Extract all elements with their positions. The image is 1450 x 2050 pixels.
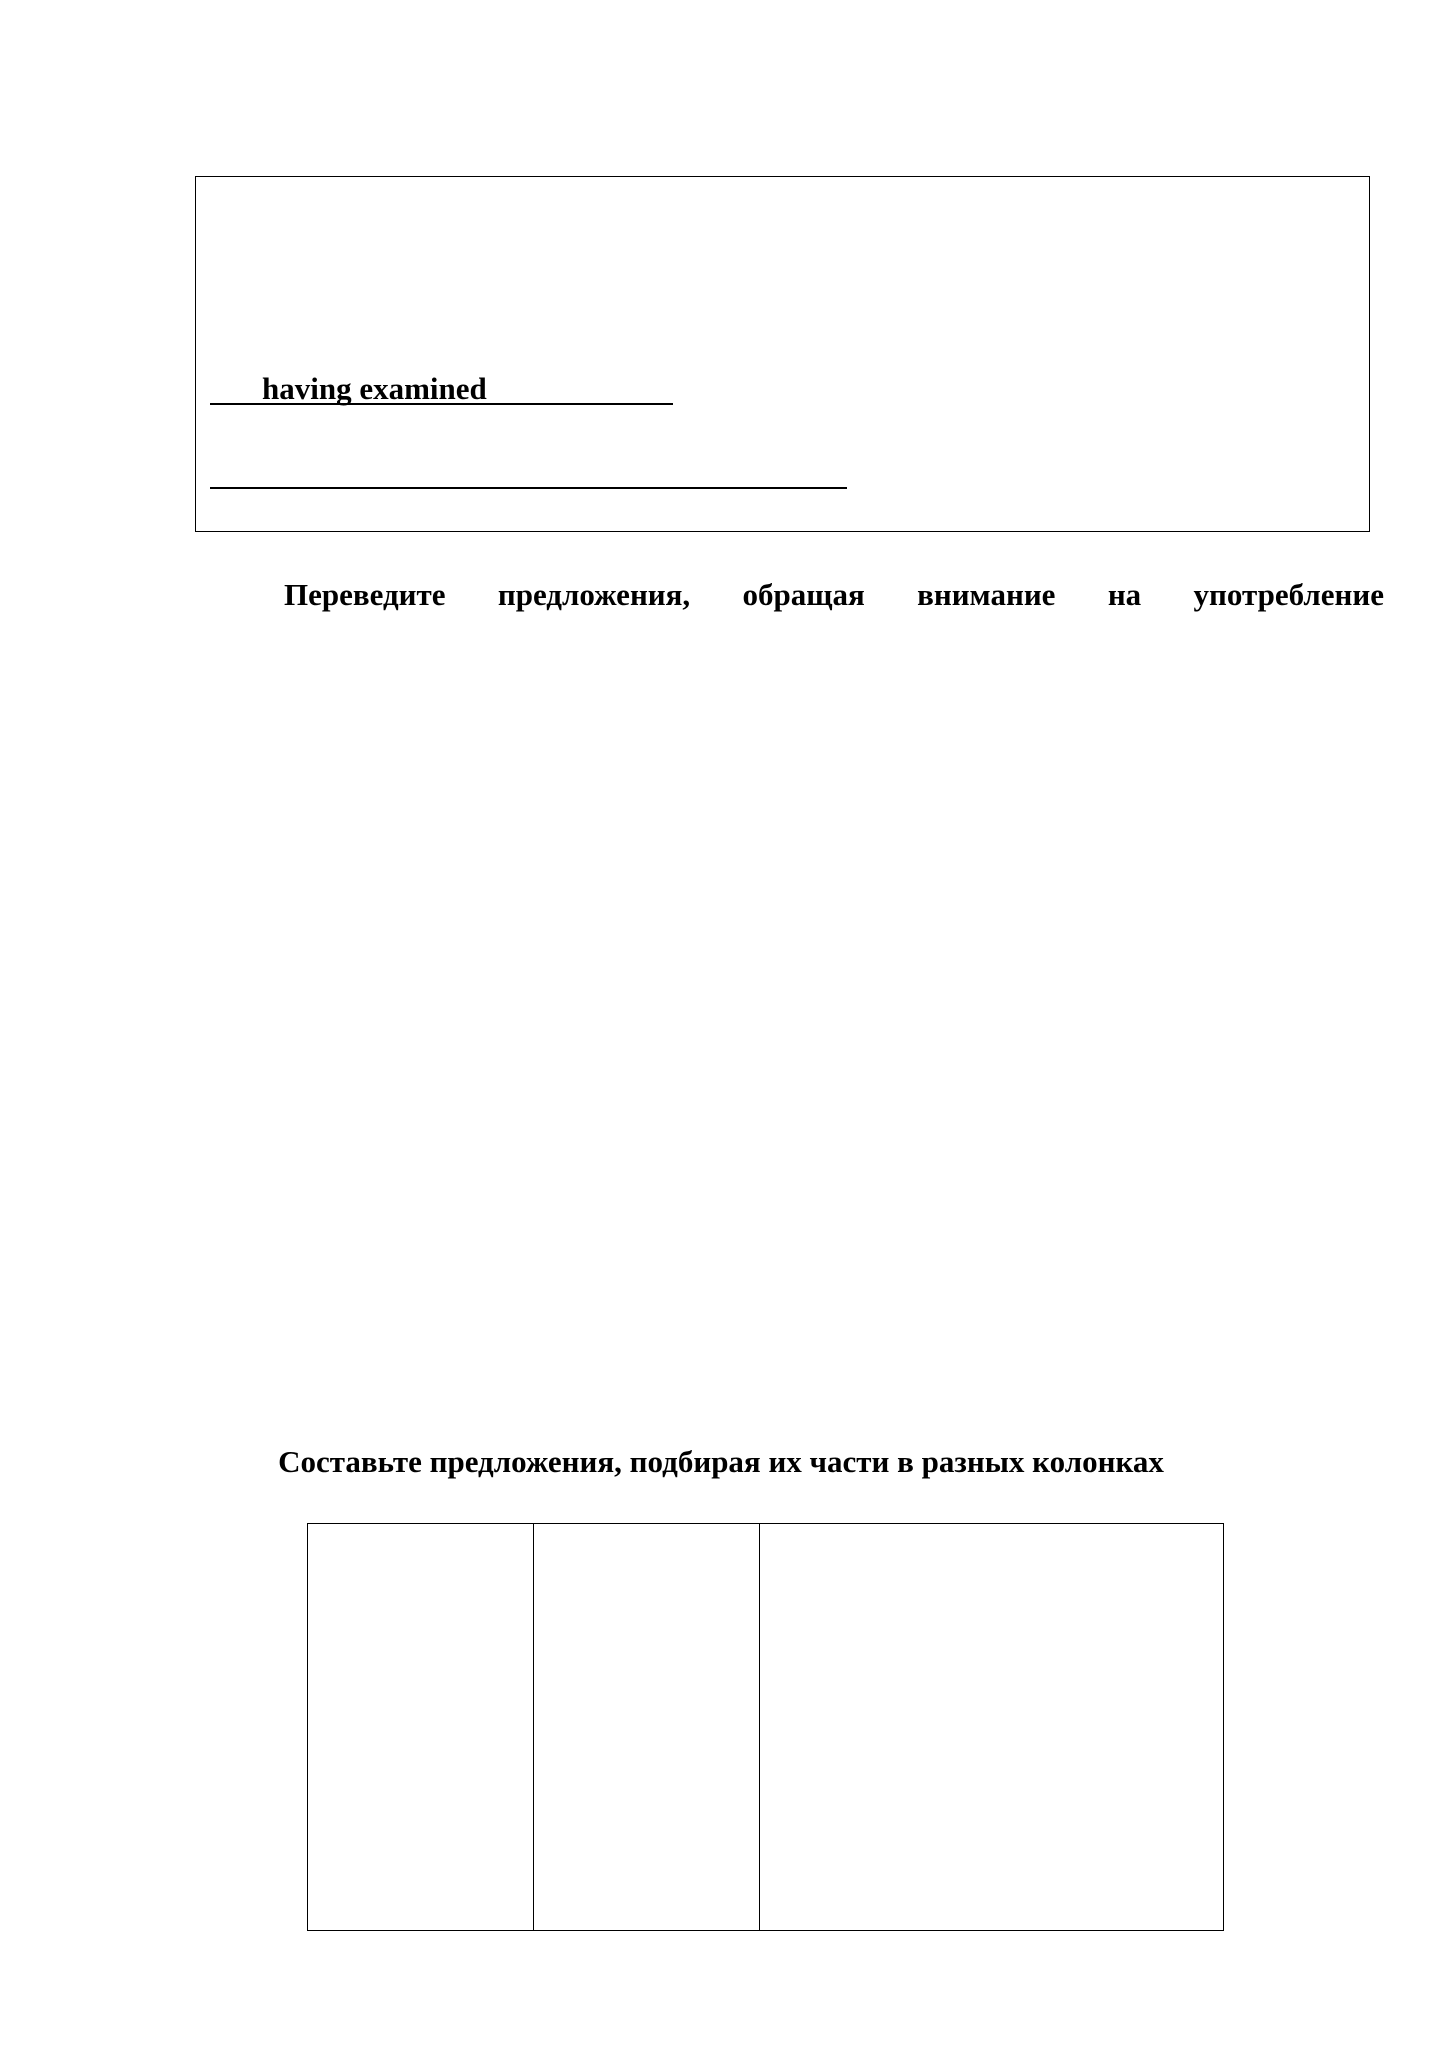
answer-box [195,176,1370,532]
instruction-word: внимание [917,577,1056,612]
instruction-word: употребление [1193,577,1384,612]
instruction-word: обращая [742,577,865,612]
answer-blank-line[interactable] [210,487,847,489]
answer-fill-line[interactable] [210,373,673,405]
matching-column-1[interactable] [308,1524,534,1930]
matching-instruction [0,1442,1450,1482]
matching-table [307,1523,1224,1931]
matching-column-2[interactable] [534,1524,760,1930]
answer-fill-text: having examined [262,371,487,406]
matching-column-3[interactable] [760,1524,1223,1930]
translation-instruction [284,575,1384,615]
instruction-word: предложения, [497,577,691,612]
instruction-word: Переведите [284,577,446,612]
matching-instruction-text: Составьте предложения, подбирая их части в разных колонках [278,1444,1164,1479]
instruction-word: на [1107,577,1142,612]
